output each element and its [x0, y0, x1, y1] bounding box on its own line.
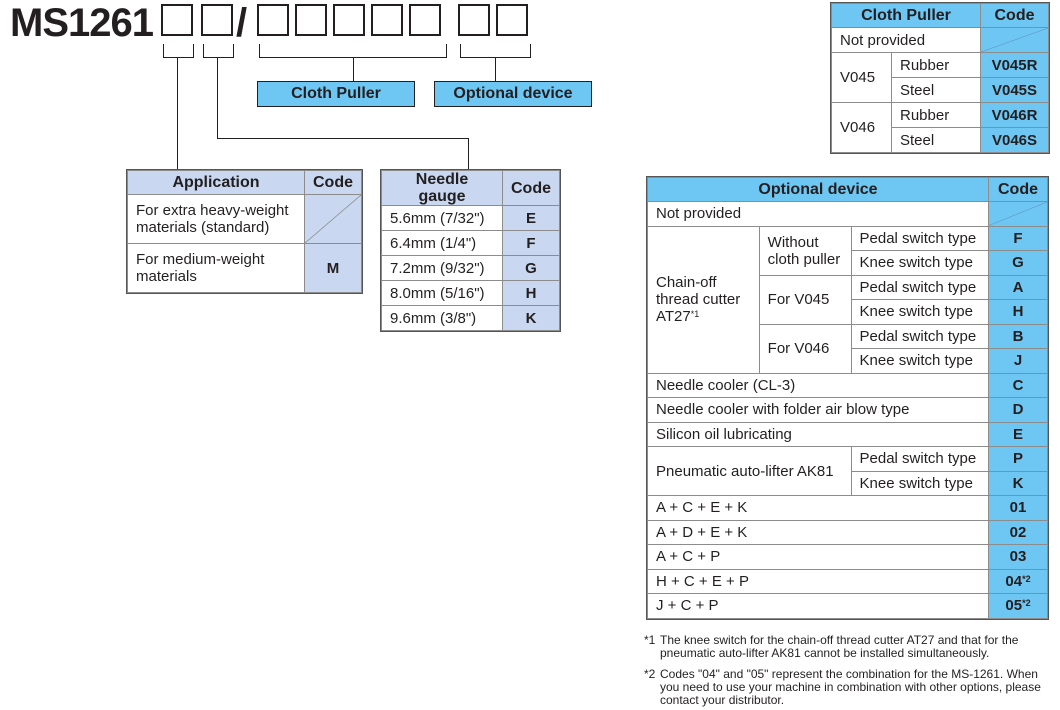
connector-app: [177, 57, 178, 170]
connector-cloth: [353, 57, 354, 81]
cloth-material: Steel: [892, 78, 981, 103]
code-box-cloth-1: [257, 4, 289, 36]
chain-off-thread-cutter: Chain-off thread cutter AT27$^{*1}$: [648, 226, 760, 373]
code-m: M: [305, 244, 362, 293]
code-box-option-2: [496, 4, 528, 36]
option-code: C: [989, 373, 1048, 398]
combo-code: 01: [989, 496, 1048, 521]
switch-type: Knee switch type: [851, 349, 988, 374]
cloth-puller-header: Cloth Puller: [832, 4, 981, 28]
option-code: B: [989, 324, 1048, 349]
connector-needle: [468, 138, 469, 170]
combo-code: 05$^{*2}$: [989, 594, 1048, 619]
switch-type: Pedal switch type: [851, 226, 988, 251]
code-box-needle-gauge: [201, 4, 233, 36]
optional-device-label: Optional device: [434, 81, 592, 107]
sub-option: For V046: [759, 324, 851, 373]
model-number: MS1261: [10, 1, 153, 45]
footnote-mark: *1: [644, 633, 656, 647]
cloth-puller-label: Cloth Puller: [257, 81, 415, 107]
application-extra-heavy: For extra heavy-weight materials (standard): [128, 195, 305, 244]
option-code: P: [989, 447, 1048, 472]
bracket-app: [163, 57, 194, 58]
cloth-code: V045R: [981, 53, 1049, 78]
footnote-1: [644, 634, 1044, 660]
bracket-cloth: [446, 44, 447, 58]
cloth-code: V046R: [981, 103, 1049, 128]
code-none-cell: [305, 195, 362, 244]
optional-not-provided: Not provided: [648, 202, 989, 227]
code-none-cell: [981, 28, 1049, 53]
bracket-needle: [203, 57, 234, 58]
option-code: H: [989, 300, 1048, 325]
bracket-app: [163, 44, 164, 58]
code-box-cloth-5: [409, 4, 441, 36]
needle-gauge-table: [381, 170, 560, 331]
combo-code: 04$^{*2}$: [989, 569, 1048, 594]
footnote-mark: *2: [644, 667, 656, 681]
optional-device-header: Optional device: [648, 178, 989, 202]
switch-type: Pedal switch type: [851, 324, 988, 349]
switch-type: Pedal switch type: [851, 275, 988, 300]
code-box-application: [161, 4, 193, 36]
footnote-mark: *2: [1022, 573, 1031, 584]
code-none-cell: [989, 202, 1048, 227]
optional-device-table: [647, 177, 1048, 619]
option-code: D: [989, 398, 1048, 423]
model-slash: /: [236, 1, 248, 45]
needle-gauge-row: 8.0mm (5/16"): [382, 281, 503, 306]
needle-code: K: [503, 306, 560, 331]
option-code: F: [989, 226, 1048, 251]
needle-gauge-row: 7.2mm (9/32"): [382, 256, 503, 281]
footnote-2: [644, 668, 1054, 707]
connector-needle: [217, 138, 469, 139]
single-option: Needle cooler with folder air blow type: [648, 398, 989, 423]
single-option: Silicon oil lubricating: [648, 422, 989, 447]
sub-option: Without cloth puller: [759, 226, 851, 275]
needle-code: F: [503, 231, 560, 256]
combo-option: A + C + P: [648, 545, 989, 570]
combo-option: A + C + E + K: [648, 496, 989, 521]
cloth-not-provided: Not provided: [832, 28, 981, 53]
switch-type: Pedal switch type: [851, 447, 988, 472]
combo-code: 03: [989, 545, 1048, 570]
cloth-code: V046S: [981, 128, 1049, 153]
code-box-cloth-3: [333, 4, 365, 36]
application-header: Application: [128, 171, 305, 195]
code-box-option-1: [458, 4, 490, 36]
footnote-text: Codes "04" and "05" represent the combination for the MS-1261. When you need to use your machine in combination with other options, please contact your distributor.: [660, 667, 1041, 707]
needle-gauge-row: 9.6mm (3/8"): [382, 306, 503, 331]
code-header: Code: [503, 171, 560, 206]
connector-option: [495, 57, 496, 81]
combo-option: H + C + E + P: [648, 569, 989, 594]
needle-gauge-header: Needle gauge: [382, 171, 503, 206]
bracket-option: [530, 44, 531, 58]
needle-gauge-row: 6.4mm (1/4"): [382, 231, 503, 256]
footnote-mark: *2: [1022, 598, 1031, 609]
option-code: A: [989, 275, 1048, 300]
code-header: Code: [981, 4, 1049, 28]
needle-code: E: [503, 206, 560, 231]
bracket-option: [460, 44, 461, 58]
application-medium: For medium-weight materials: [128, 244, 305, 293]
cloth-code: V045S: [981, 78, 1049, 103]
switch-type: Knee switch type: [851, 471, 988, 496]
pneumatic-auto-lifter: Pneumatic auto-lifter AK81: [648, 447, 852, 496]
combo-code: 02: [989, 520, 1048, 545]
sub-option: For V045: [759, 275, 851, 324]
bracket-needle: [203, 44, 204, 58]
bracket-needle: [233, 44, 234, 58]
switch-type: Knee switch type: [851, 300, 988, 325]
code-box-cloth-2: [295, 4, 327, 36]
needle-code: G: [503, 256, 560, 281]
footnote-mark: *1: [690, 309, 700, 319]
application-table: [127, 170, 362, 293]
cloth-material: Rubber: [892, 103, 981, 128]
needle-gauge-row: 5.6mm (7/32"): [382, 206, 503, 231]
code-box-cloth-4: [371, 4, 403, 36]
needle-code: H: [503, 281, 560, 306]
switch-type: Knee switch type: [851, 251, 988, 276]
cloth-puller-table: [831, 3, 1049, 153]
connector-needle: [217, 57, 218, 139]
option-code: K: [989, 471, 1048, 496]
option-code: E: [989, 422, 1048, 447]
cloth-group-v046: V046: [832, 103, 892, 153]
cloth-group-v045: V045: [832, 53, 892, 103]
code-header: Code: [305, 171, 362, 195]
combo-option: A + D + E + K: [648, 520, 989, 545]
code-header: Code: [989, 178, 1048, 202]
cloth-material: Steel: [892, 128, 981, 153]
cloth-material: Rubber: [892, 53, 981, 78]
bracket-app: [193, 44, 194, 58]
option-code: J: [989, 349, 1048, 374]
footnote-text: The knee switch for the chain-off thread cutter AT27 and that for the pneumatic auto-lifter AK81 cannot be installed simultaneously.: [660, 633, 1019, 660]
option-code: G: [989, 251, 1048, 276]
single-option: Needle cooler (CL-3): [648, 373, 989, 398]
combo-option: J + C + P: [648, 594, 989, 619]
bracket-cloth: [259, 44, 260, 58]
